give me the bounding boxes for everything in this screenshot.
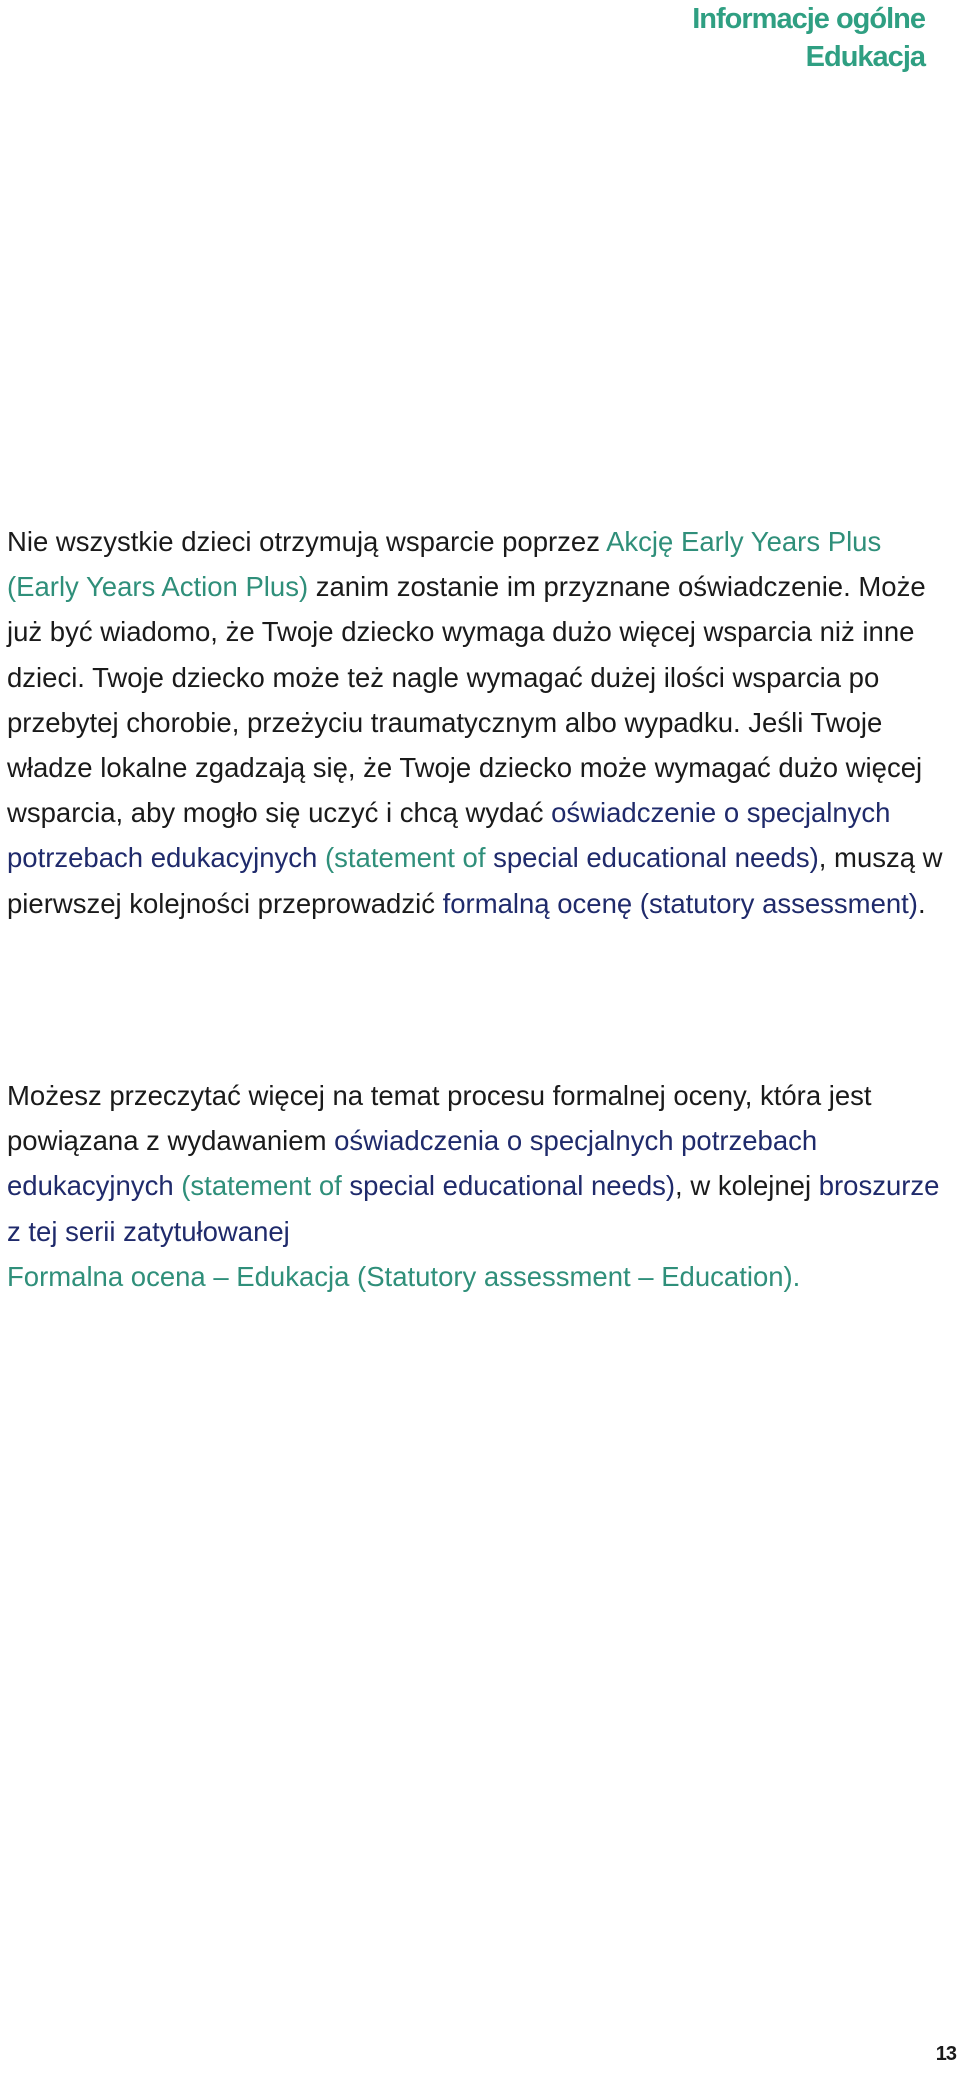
text-run: Możesz przeczytać więcej na temat procesu formalnej oceny, która jest powiązana z wydawaniem	[7, 1080, 872, 1157]
link-statement-sen-pl[interactable]: oświadczenia o specjalnych potrzebach edukacyjnych	[7, 1125, 818, 1202]
link-series-booklet[interactable]: broszurze z tej serii zatytułowanej	[7, 1170, 940, 1247]
text-run: .	[917, 887, 926, 919]
page-number: 13	[935, 2043, 956, 2065]
link-booklet-title[interactable]: Formalna ocena – Edukacja (Statutory assessment – Education).	[7, 1260, 801, 1292]
page-header	[692, 0, 925, 76]
term-statutory-assessment: (statutory assessment)	[632, 887, 918, 919]
link-special-educational-needs[interactable]: special educational needs)	[493, 842, 819, 874]
link-early-years-action-plus[interactable]: Akcję Early Years Plus (Early Years Action Plus)	[7, 526, 882, 603]
header-section-title: Informacje ogólne	[692, 3, 925, 35]
text-run: , w kolejnej	[675, 1170, 819, 1202]
text-run: , muszą w pierwszej kolejności przeprowadzić	[7, 842, 943, 919]
paragraph-statutory-assessment-intro	[7, 519, 947, 926]
term-statement-of: (statement of	[173, 1170, 350, 1202]
link-special-educational-needs[interactable]: special educational needs)	[349, 1170, 676, 1202]
text-run: zanim zostanie im przyznane oświadczenie. Może już być wiadomo, że Twoje dziecko wymaga dużo więcej wsparcia niż inne dzieci. Twoje dziecko może też nagle wymagać dużej ilości wsparcia po przebytej chorobie, przeżyciu traumatycznym albo wypadku. Jeśli Twoje władze lokalne zgadzają się, że Twoje dziecko może wymagać dużo więcej wsparcia, aby mogło się uczyć i chcą wydać	[7, 571, 926, 829]
link-formal-assessment[interactable]: formalną ocenę	[442, 887, 633, 919]
header-subsection-title: Edukacja	[805, 41, 925, 73]
paragraph-further-reading	[7, 1073, 947, 1299]
term-statement-of: (statement of	[317, 842, 494, 874]
link-statement-sen-pl[interactable]: oświadczenie o specjalnych potrzebach edukacyjnych	[7, 797, 891, 874]
text-run: Nie wszystkie dzieci otrzymują wsparcie poprzez	[7, 526, 607, 557]
